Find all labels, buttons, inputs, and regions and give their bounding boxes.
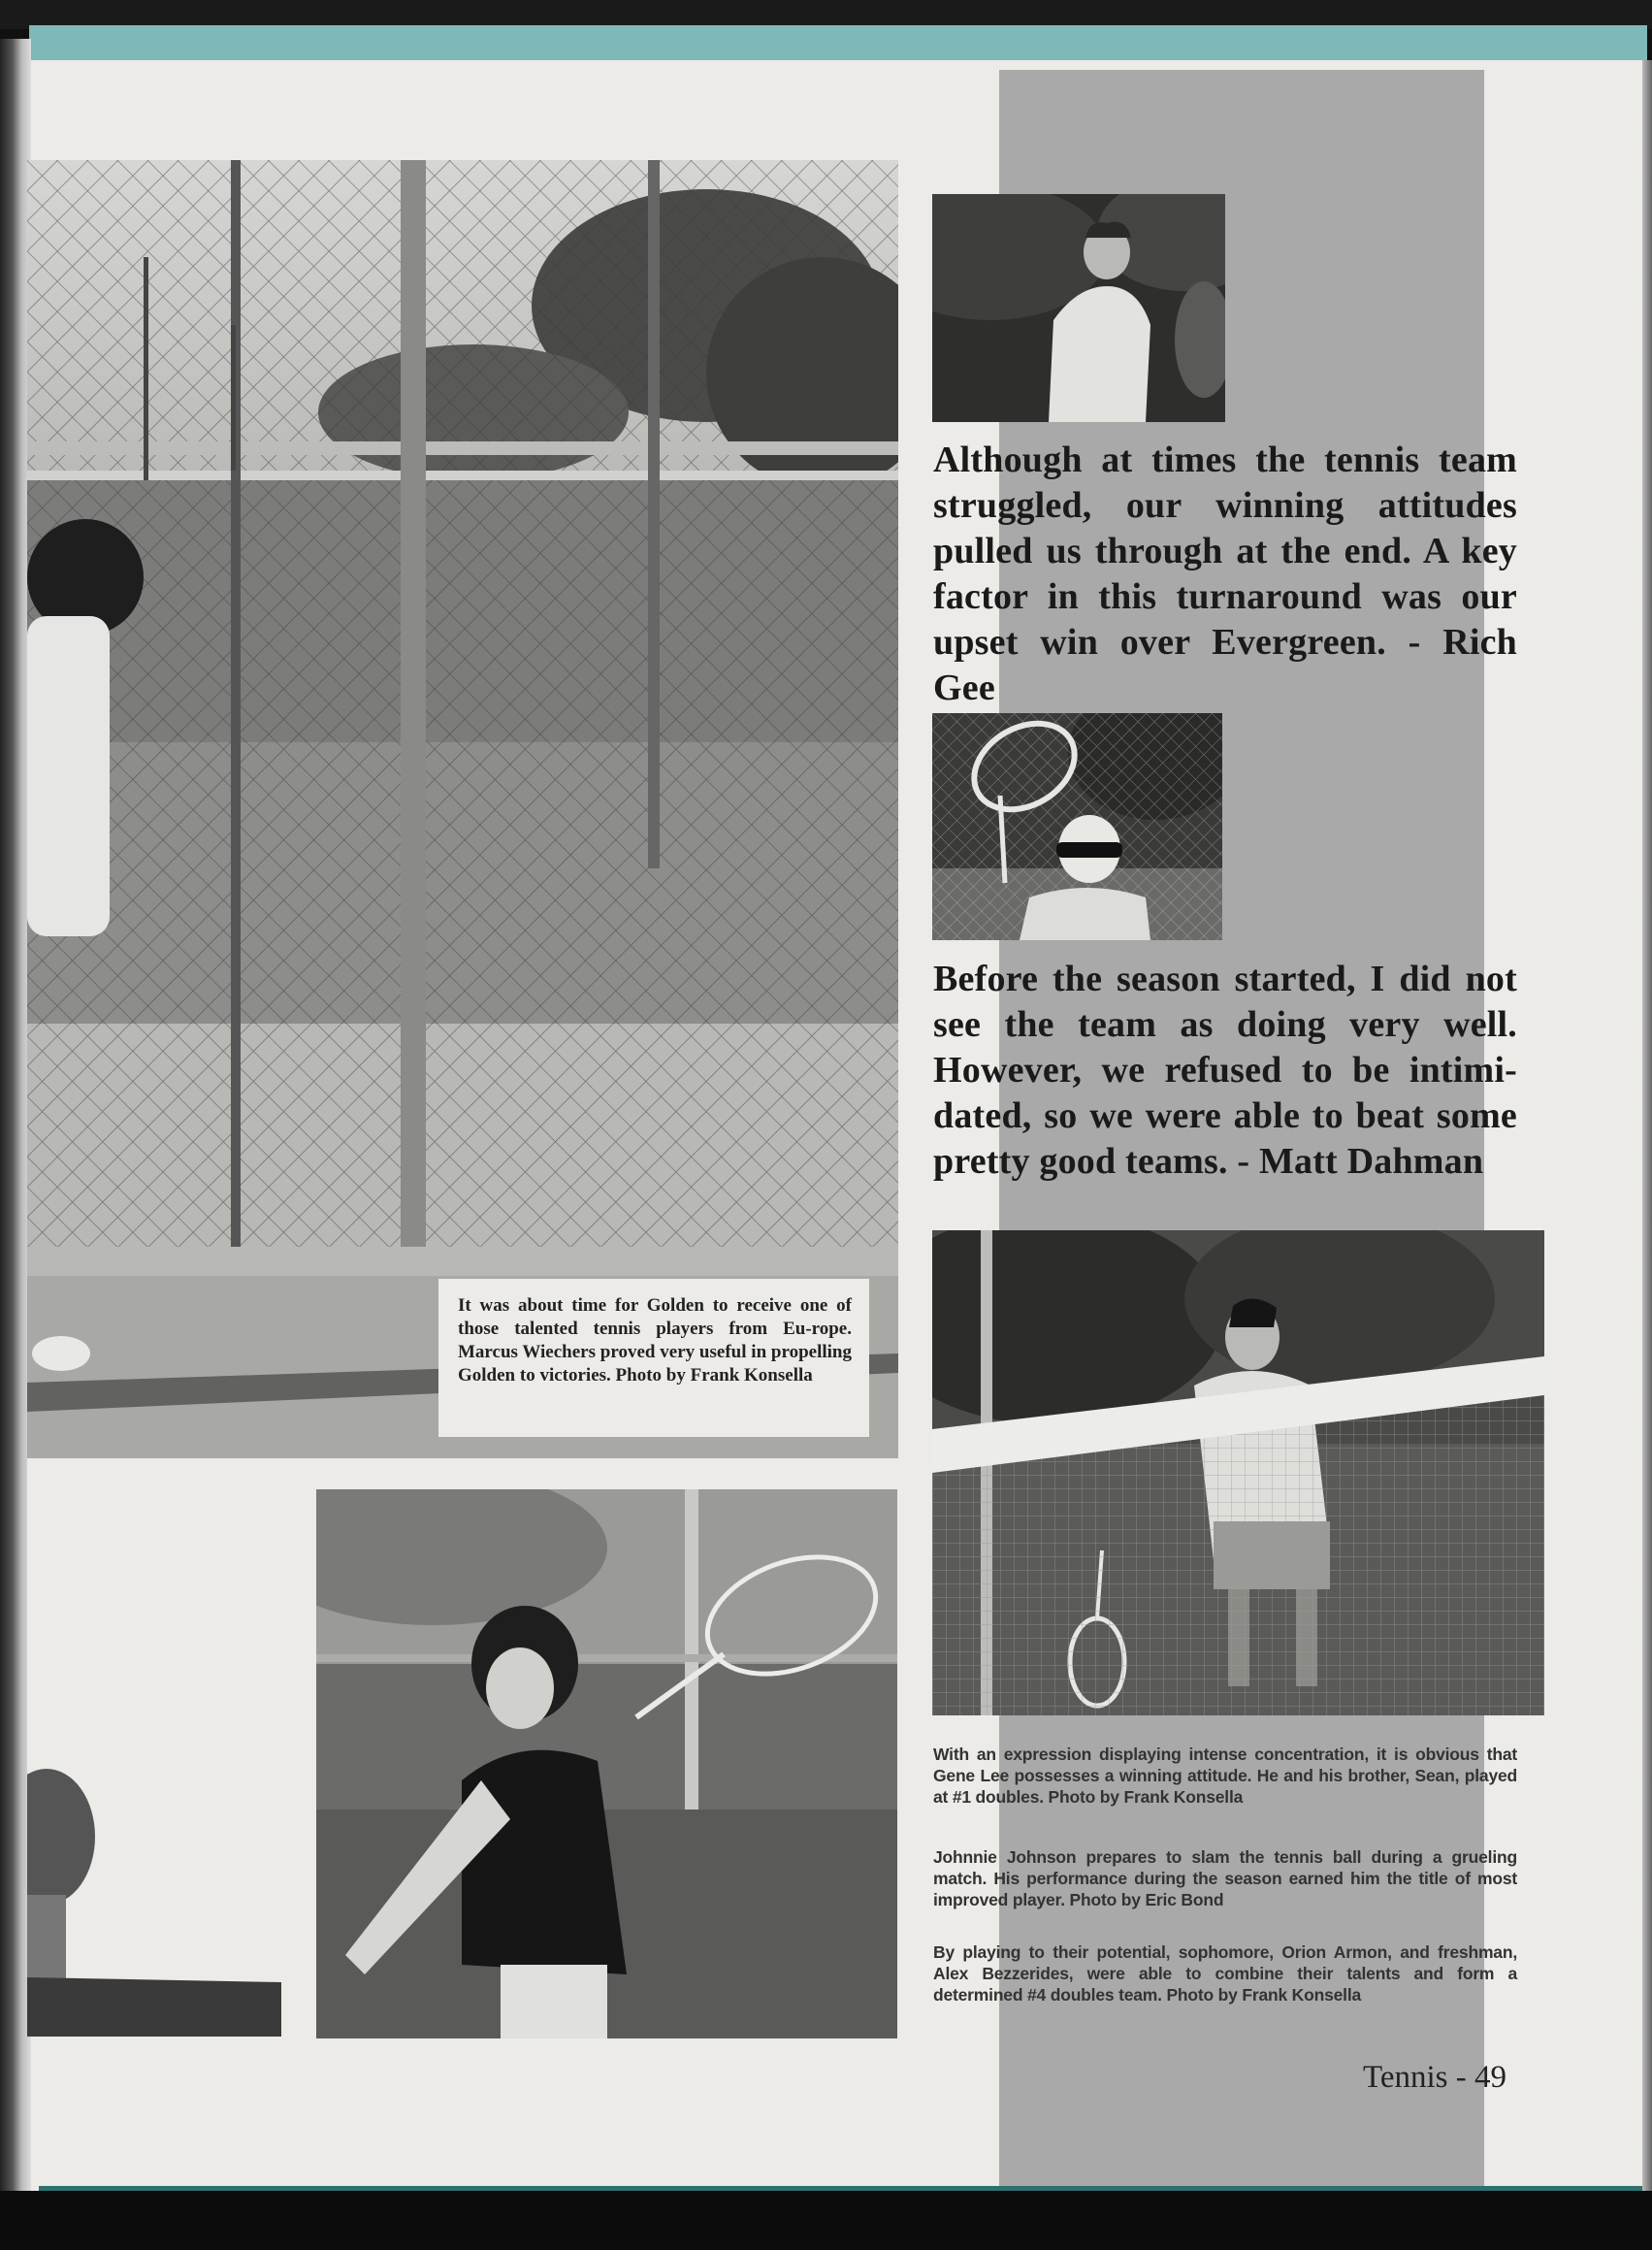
photo-gene-lee [932, 1230, 1544, 1715]
photo-rich-gee [932, 194, 1225, 422]
quote-matt-dahman: Before the season started, I did not see the team as doing very well. However, we refused to be intimi-dated, so we were able to beat some pretty good teams. - Matt Dahman [933, 959, 1517, 1182]
caption-gene-lee: With an expression displaying intense concentration, it is obvious that Gene Lee possesses a winning attitude. He and his brother, Sean, played at #1 doubles. Photo by Frank Konsella [933, 1745, 1517, 1807]
photo-johnnie-johnson [316, 1489, 897, 2038]
teal-header-strip [29, 25, 1647, 62]
page-right-edge [1642, 60, 1652, 2195]
caption-box-marcus [438, 1279, 869, 1437]
caption-marcus: It was about time for Golden to receive one of those talented tennis players from Eu-rope. Marcus Wiechers proved very useful in propelling Golden to victories. Photo by Frank Konsella [458, 1295, 852, 1386]
photo-fence-court [27, 160, 898, 1458]
page-folio: Tennis - 49 [1363, 2060, 1507, 2095]
quote-rich-gee: Although at times the tennis team struggled, our winning attitudes pulled us through at the end. A key factor in this turnaround was our upset win over Evergreen. - Rich Gee [933, 440, 1517, 708]
bottom-dark-band [0, 2191, 1652, 2250]
caption-johnnie: Johnnie Johnson prepares to slam the tennis ball during a grueling match. His performance during the season earned him the title of most improved player. Photo by Eric Bond [933, 1847, 1517, 1909]
caption-orion: By playing to their potential, sophomore, Orion Armon, and freshman, Alex Bezzerides, were able to combine their talents and form a determined #4 doubles team. Photo by Frank Konsella [933, 1942, 1517, 2005]
photo-left-partial [27, 1458, 281, 2037]
photo-matt-dahman [932, 713, 1222, 940]
